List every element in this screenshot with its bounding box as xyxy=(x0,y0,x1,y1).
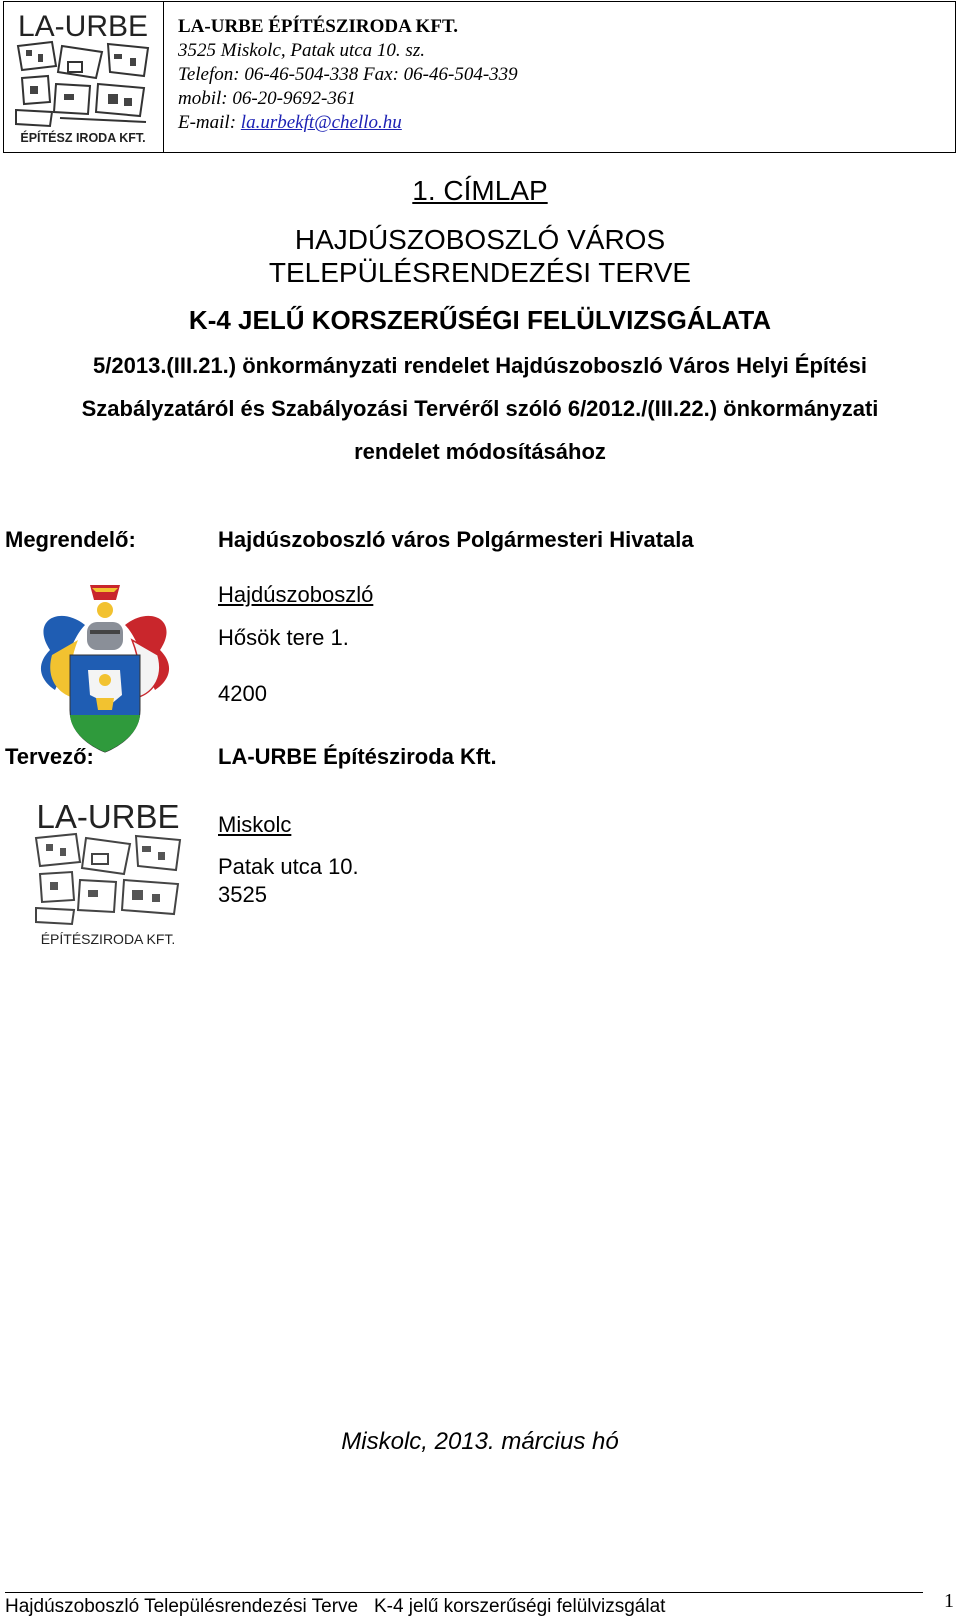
footer-rule xyxy=(5,1592,923,1593)
designer-zip: 3525 xyxy=(218,882,267,907)
email-link[interactable]: la.urbekft@chello.hu xyxy=(240,112,402,133)
client-label: Megrendelő: xyxy=(5,527,136,552)
svg-text:ÉPÍTÉSZ IRODA KFT.: ÉPÍTÉSZ IRODA KFT. xyxy=(20,131,146,145)
section-title: 1. CÍMLAP xyxy=(412,175,548,206)
la-urbe-designer-logo xyxy=(32,796,184,948)
place-and-date: Miskolc, 2013. március hó xyxy=(341,1428,619,1455)
company-name: LA-URBE ÉPÍTÉSZIRODA KFT. xyxy=(178,16,458,37)
page-number: 1 xyxy=(944,1590,954,1612)
description-line-2: Szabályzatáról és Szabályozási Tervéről szóló 6/2012./(III.22.) önkormányzati xyxy=(81,396,879,421)
company-email-row xyxy=(178,112,402,134)
email-label: E-mail: xyxy=(178,112,241,133)
company-phone: Telefon: 06-46-504-338 Fax: 06-46-504-339 xyxy=(178,64,518,85)
designer-city: Miskolc xyxy=(218,812,292,837)
description-line-1: 5/2013.(III.21.) önkormányzati rendelet Hajdúszoboszló Város Helyi Építési xyxy=(93,353,867,378)
title-line-2: TELEPÜLÉSRENDEZÉSI TERVE xyxy=(268,257,692,288)
company-mobile: mobil: 06-20-9692-361 xyxy=(178,88,356,109)
letterhead-divider xyxy=(163,1,164,153)
footer-text: Hajdúszoboszló Településrendezési Terve K-4 jelű korszerűségi felülvizsgálat xyxy=(5,1596,666,1617)
svg-text:LA-URBE: LA-URBE xyxy=(36,798,180,835)
client-name: Hajdúszoboszló város Polgármesteri Hivatala xyxy=(218,527,694,552)
coat-of-arms-icon xyxy=(30,580,180,765)
designer-street: Patak utca 10. xyxy=(218,854,359,879)
designer-name: LA-URBE Építésziroda Kft. xyxy=(218,744,497,769)
designer-label: Tervező: xyxy=(5,744,94,769)
subtitle: K-4 JELŰ KORSZERŰSÉGI FELÜLVIZSGÁLATA xyxy=(188,305,772,335)
title-line-1: HAJDÚSZOBOSZLÓ VÁROS xyxy=(294,224,666,255)
svg-text:LA-URBE: LA-URBE xyxy=(17,10,149,43)
la-urbe-logo xyxy=(12,6,154,146)
svg-text:ÉPÍTÉSZIRODA KFT.: ÉPÍTÉSZIRODA KFT. xyxy=(40,931,176,947)
client-city: Hajdúszoboszló xyxy=(218,582,374,607)
client-street: Hősök tere 1. xyxy=(218,625,349,650)
company-address: 3525 Miskolc, Patak utca 10. sz. xyxy=(178,40,425,61)
description-line-3: rendelet módosításához xyxy=(354,439,606,464)
client-zip: 4200 xyxy=(218,681,267,706)
